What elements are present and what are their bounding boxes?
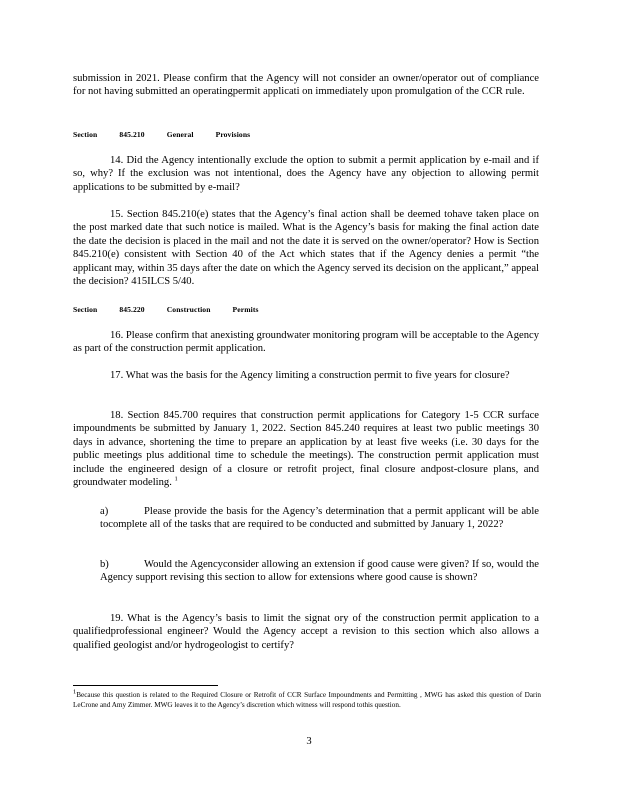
question-18-text: 18. Section 845.700 requires that construction permit applications for Category 1-5 CCR surface impoundments be submitted by January 1, 2022. Section 845.240 requires at least two public meetings 30 days in advance, shortening the time to prepare an application by at least five weeks (i.e. 30 days for the public meetings plus additional time to schedule the meetings). The construction permit application must include the engineered design of a closure or retrofit project, final closure andpost-closure plans, and groundwater modeling. bbox=[73, 410, 539, 489]
footnote-text: Because this question is related to the Required Closure or Retrofit of CCR Surface Impoundments and Permitting , MWG has asked this question of Darin LeCrone and Amy Zimmer. MWG leaves it to the Agency’s discretion which witness will respond tothis question. bbox=[73, 691, 541, 710]
question-18b-text: Would the Agencyconsider allowing an extension if good cause were given? If so, would the Agency support revising this section to allow for extensions where good cause is shown? bbox=[100, 559, 539, 584]
paragraph-continuation: submission in 2021. Please confirm that the Agency will not consider an owner/operator out of compliance for not having submitted an operatingpermit applicati on immediately upon promulgation of the CCR rule. bbox=[73, 73, 539, 98]
footnote-reference: 1 bbox=[174, 475, 178, 483]
section-label: Section bbox=[73, 130, 98, 139]
question-14: 14. Did the Agency intentionally exclude the option to submit a permit application by e-mail and if so, why? If the exclusion was not intentional, does the Agency have any objection to allowing permit applications to be submitted by e-mail? bbox=[73, 155, 539, 193]
section-title-word: Construction bbox=[166, 305, 211, 314]
section-title-word: Provisions bbox=[215, 130, 251, 139]
question-15: 15. Section 845.210(e) states that the Agency’s final action shall be deemed tohave taken place on the post marked date that such notice is mailed. What is the Agency’s basis for making the final action date the date the decision is placed in the mail and not the date it is served on the owner/operator? How is Section 845.210(e) consistent with Section 40 of the Act which states that if the Agency denies a permit “the applicant may, within 35 days after the date on which the Agency served its decision on the applicant,” appeal the decision? 415ILCS 5/40. bbox=[73, 209, 539, 288]
question-16: 16. Please confirm that anexisting groundwater monitoring program will be acceptable to the Agency as part of the construction permit application. bbox=[73, 330, 539, 355]
section-heading-845-210 bbox=[73, 130, 272, 139]
section-title-word: General bbox=[166, 130, 194, 139]
question-19: 19. What is the Agency’s basis to limit the signat ory of the construction permit application to a qualifiedprofessional engineer? Would the Agency accept a revision to this section which also allows a qualified geologist and/or hydrogeologist to certify? bbox=[73, 613, 539, 651]
list-marker-a: a) bbox=[100, 506, 109, 517]
section-code: 845.220 bbox=[119, 305, 145, 314]
question-18 bbox=[73, 409, 539, 489]
section-title-word: Permits bbox=[232, 305, 259, 314]
section-code: 845.210 bbox=[119, 130, 145, 139]
footnote-number: 1 bbox=[73, 688, 77, 696]
section-heading-845-220 bbox=[73, 305, 281, 314]
footnote-separator bbox=[73, 685, 218, 686]
footnote bbox=[73, 690, 541, 710]
page-number: 3 bbox=[306, 736, 312, 747]
list-marker-b: b) bbox=[100, 559, 109, 570]
question-18a-text: Please provide the basis for the Agency’s determination that a permit applicant will be able tocomplete all of the tasks that are required to be conducted and submitted by January 1, 2022? bbox=[100, 506, 539, 531]
section-label: Section bbox=[73, 305, 98, 314]
question-18a bbox=[100, 505, 539, 532]
question-18b bbox=[100, 558, 539, 585]
question-17: 17. What was the basis for the Agency limiting a construction permit to five years for closure? bbox=[110, 370, 510, 381]
